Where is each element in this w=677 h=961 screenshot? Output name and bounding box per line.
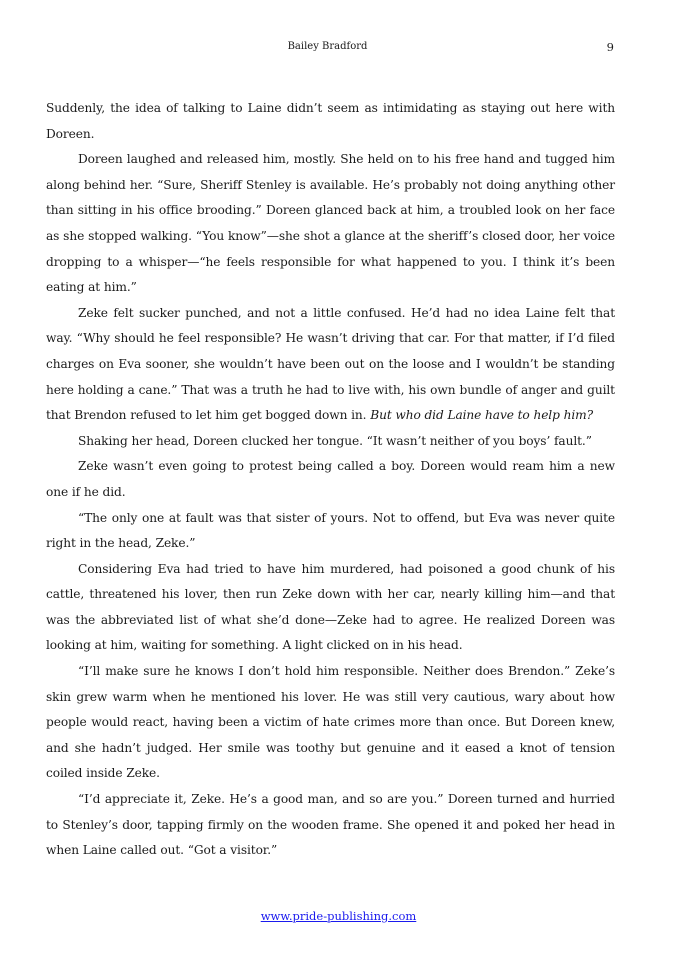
- page-footer: [0, 905, 677, 924]
- running-header: [0, 40, 677, 56]
- paragraph: Considering Eva had tried to have him murdered, had poisoned a good chunk of his cattle, threatened his lover, then run Zeke down with her car, nearly killing him—and that was the abbreviated list of what she’d done—Zeke had to agree. He realized Doreen was looking at him, waiting for something. A light clicked on in his head.: [46, 561, 615, 653]
- paragraph: Suddenly, the idea of talking to Laine didn’t seem as intimidating as staying out here with Doreen.: [46, 101, 615, 141]
- paragraph: Doreen laughed and released him, mostly. She held on to his free hand and tugged him along behind her. “Sure, Sheriff Stenley is available. He’s probably not doing anything other than sitting in his office brooding.” Doreen glanced back at him, a troubled look on her face as she stopped walking. “You know”—she shot a glance at the sheriff’s closed door, her voice dropping to a whisper—“he feels responsible for what happened to you. I think it’s been eating at him.”: [46, 152, 615, 295]
- publisher-link[interactable]: www.pride-publishing.com: [260, 909, 417, 923]
- author-name: Bailey Bradford: [287, 41, 368, 52]
- paragraph: Zeke felt sucker punched, and not a little confused. He’d had no idea Laine felt that way. “Why should he feel responsible? He wasn’t driving that car. For that matter, if I’d filed charges on Eva sooner, she wouldn’t have been out on the loose and I wouldn’t be standing here holding a cane.” That was a truth he had to live with, his own bundle of anger and guilt that Brendon refused to let him get bogged down in. But who did Laine have to help him?: [46, 305, 615, 423]
- paragraph: Shaking her head, Doreen clucked her tongue. “It wasn’t neither of you boys’ fault.”: [78, 433, 592, 448]
- paragraph: “The only one at fault was that sister of yours. Not to offend, but Eva was never quite right in the head, Zeke.”: [46, 510, 615, 551]
- paragraph: “I’ll make sure he knows I don’t hold him responsible. Neither does Brendon.” Zeke’s skin grew warm when he mentioned his lover. He was still very cautious, wary about how people would react, having been a victim of hate crimes more than once. But Doreen knew, and she hadn’t judged. Her smile was toothy but genuine and it eased a knot of tension coiled inside Zeke.: [46, 664, 615, 781]
- paragraph: “I’d appreciate it, Zeke. He’s a good man, and so are you.” Doreen turned and hurried to Stenley’s door, tapping firmly on the wooden frame. She opened it and poked her head in when Laine called out. “Got a visitor.”: [46, 792, 615, 858]
- body-text: [46, 96, 615, 864]
- paragraph: Zeke wasn’t even going to protest being called a boy. Doreen would ream him a new one if he did.: [46, 459, 615, 499]
- italic-thought: But who did Laine have to help him?: [366, 408, 594, 423]
- page-number: 9: [606, 40, 614, 54]
